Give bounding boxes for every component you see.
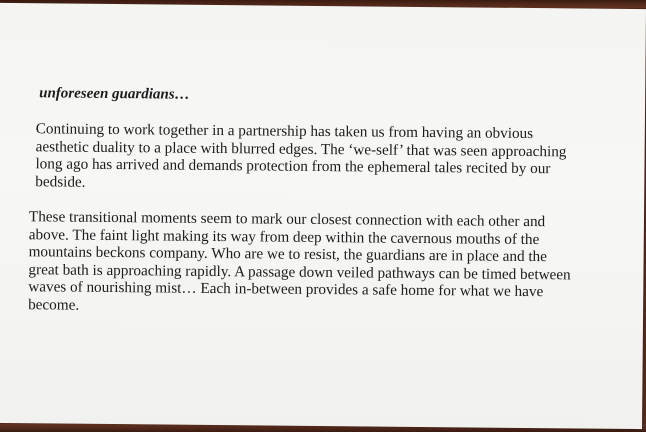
paragraph-line: aesthetic duality to a place with blurred edges. The ‘we-self’ that was seen approaching [35,137,567,160]
paragraph-line: long ago has arrived and demands protection from the ephemeral tales recited by our [35,155,551,178]
paper-card [0,3,646,429]
paragraph-line: waves of nourishing mist… Each in-between provides a safe home for what we have [28,278,544,301]
paragraph-2 [28,208,625,319]
paragraph-line: above. The faint light making its way from deep within the cavernous mouths of the [28,225,540,248]
paragraph-1 [35,120,616,196]
paragraph-line: These transitional moments seem to mark our closest connection with each other and [28,208,546,231]
paragraph-line: Continuing to work together in a partnership has taken us from having an obvious [35,120,534,143]
paragraph-line: bedside. [35,172,86,191]
paragraph-line: become. [28,295,80,314]
document-heading: unforeseen guardians… [39,85,190,103]
paragraph-line: mountains beckons company. Who are we to resist, the guardians are in place and the [28,243,548,266]
paragraph-line: great bath is approaching rapidly. A passage down veiled pathways can be timed between [28,260,571,283]
